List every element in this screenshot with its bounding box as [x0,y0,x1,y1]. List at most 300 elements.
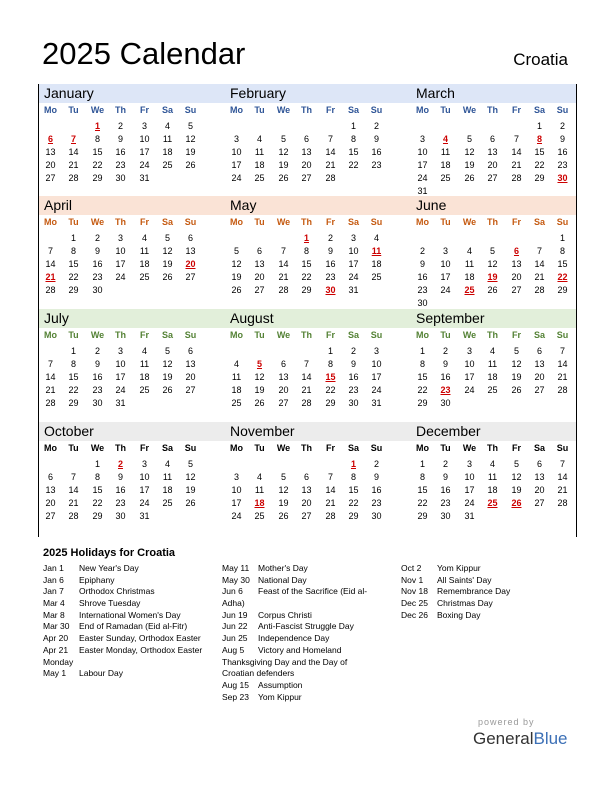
day-cell: 20 [254,272,265,282]
day-cell: 9 [442,359,448,369]
weekday-label: Fr [326,217,335,227]
day-cell: 3 [117,346,123,356]
month-may [225,196,404,308]
day-cell: 25 [162,498,173,508]
weekday-label: Su [184,443,197,453]
day-cell: 28 [68,173,79,183]
weekday-label: Sa [161,330,173,340]
day-cell: 7 [70,472,76,482]
day-cell: 30 [371,511,382,521]
day-cell: 27 [301,511,312,521]
day-cell: 16 [115,147,126,157]
day-cell: 10 [440,259,451,269]
day-cell: 6 [187,346,193,356]
day-cell: 24 [371,385,382,395]
day-cell: 1 [94,459,100,469]
weekday-label: Th [301,443,312,453]
day-cell: 25 [162,160,173,170]
day-cell: 17 [231,498,242,508]
day-cell: 13 [278,372,289,382]
day-cell: 12 [162,359,173,369]
day-cell: 8 [70,359,76,369]
day-cell: 19 [162,259,173,269]
day-cell: 1 [350,459,356,469]
weekday-label: Sa [161,217,173,227]
day-cell: 9 [373,472,379,482]
day-cell: 6 [303,134,309,144]
day-cell: 24 [139,498,150,508]
weekday-label: Fr [140,443,149,453]
day-cell: 20 [45,498,56,508]
day-cell: 7 [513,134,519,144]
weekday-label: Sa [161,105,173,115]
day-cell: 13 [45,485,56,495]
day-cell: 29 [417,511,428,521]
day-cell: 23 [348,385,359,395]
day-cell: 2 [117,459,123,469]
holiday-item [222,586,397,598]
weekday-label: Fr [512,105,521,115]
weekday-label: Su [370,443,383,453]
day-cell: 2 [327,233,333,243]
day-cell: 17 [139,485,150,495]
weekday-label: Th [301,330,312,340]
day-cell: 2 [373,121,379,131]
day-cell: 17 [464,372,475,382]
holiday-name: International Women's Day [79,609,181,620]
holiday-item [43,633,218,645]
holiday-date: Dec 26 [401,609,428,620]
day-cell: 1 [94,121,100,131]
day-cell: 25 [139,272,150,282]
holiday-item [222,692,397,704]
day-cell: 7 [327,472,333,482]
day-cell: 27 [511,285,522,295]
day-cell: 6 [280,359,286,369]
day-cell: 21 [68,498,79,508]
day-cell: 29 [92,511,103,521]
day-cell: 14 [325,147,336,157]
day-cell: 21 [557,372,568,382]
day-cell: 22 [348,498,359,508]
day-cell: 1 [419,346,425,356]
weekday-label: Th [301,217,312,227]
day-cell: 16 [348,372,359,382]
holiday-item [222,657,397,669]
day-cell: 11 [162,472,173,482]
day-cell: 30 [115,511,126,521]
day-cell: 28 [45,285,56,295]
day-cell: 29 [68,398,79,408]
day-cell: 8 [94,134,100,144]
day-cell: 12 [278,485,289,495]
day-cell: 27 [534,498,545,508]
day-cell: 14 [68,485,79,495]
holiday-date: Aug 15 [222,679,249,690]
day-cell: 21 [325,498,336,508]
month-name: April [44,197,73,213]
day-cell: 14 [557,472,568,482]
day-cell: 11 [231,372,242,382]
day-cell: 23 [440,498,451,508]
day-cell: 11 [464,259,475,269]
day-cell: 8 [350,134,356,144]
day-cell: 5 [489,246,495,256]
day-cell: 8 [94,472,100,482]
day-cell: 4 [164,121,170,131]
holiday-date: Apr 20 [43,633,69,644]
holiday-name: Croatian defenders [222,668,295,679]
holiday-date: Jun 19 [222,609,248,620]
day-cell: 22 [348,160,359,170]
day-cell: 27 [185,385,196,395]
day-cell: 19 [487,272,498,282]
weekday-label: Sa [347,330,359,340]
day-cell: 13 [511,259,522,269]
day-cell: 6 [489,134,495,144]
weekday-label: Th [487,217,498,227]
day-cell: 20 [301,498,312,508]
day-cell: 31 [348,285,359,295]
day-cell: 11 [440,147,451,157]
day-cell: 10 [464,472,475,482]
day-cell: 30 [440,398,451,408]
day-cell: 17 [115,372,126,382]
holiday-date: Jan 1 [43,563,64,573]
day-cell: 22 [417,498,428,508]
day-cell: 31 [464,511,475,521]
holiday-date: May 30 [222,574,250,585]
day-cell: 3 [141,459,147,469]
holiday-name: Easter Monday, Orthodox Easter [79,644,203,655]
weekday-label: We [90,105,105,115]
day-cell: 5 [256,359,262,369]
holiday-name: Monday [43,656,74,667]
day-cell: 27 [534,385,545,395]
day-cell: 30 [417,298,428,308]
day-cell: 13 [487,147,498,157]
day-cell: 23 [92,272,103,282]
day-cell: 15 [92,147,103,157]
day-cell: 18 [139,259,150,269]
day-cell: 30 [557,173,568,183]
weekday-label: Su [184,105,197,115]
day-cell: 30 [92,285,103,295]
day-cell: 21 [45,385,56,395]
day-cell: 21 [301,385,312,395]
holiday-date: Jun 6 [222,586,243,597]
day-cell: 5 [164,346,170,356]
holidays-heading: 2025 Holidays for Croatia [43,547,176,559]
day-cell: 12 [185,472,196,482]
day-cell: 13 [254,259,265,269]
holiday-item [401,610,576,622]
holiday-column [222,563,397,703]
month-name: August [230,310,274,326]
holiday-column [401,563,576,621]
weekday-label: We [276,105,291,115]
holiday-date: Mar 8 [43,609,65,620]
day-cell: 15 [68,372,79,382]
day-cell: 12 [162,246,173,256]
day-cell: 3 [350,233,356,243]
day-cell: 1 [70,233,76,243]
day-cell: 1 [419,459,425,469]
day-cell: 29 [557,285,568,295]
holiday-name: Christmas Day [437,598,493,609]
day-cell: 24 [417,173,428,183]
day-cell: 10 [417,147,428,157]
month-name: February [230,85,287,101]
month-june [411,196,590,308]
day-cell: 18 [464,272,475,282]
day-cell: 21 [278,272,289,282]
holiday-name: New Year's Day [79,563,139,573]
day-cell: 10 [231,147,242,157]
day-cell: 18 [254,498,265,508]
day-cell: 26 [162,272,173,282]
day-cell: 9 [559,134,565,144]
weekday-label: Sa [533,443,545,453]
day-cell: 29 [301,285,312,295]
holiday-date: May 11 [222,563,250,573]
day-cell: 24 [231,173,242,183]
holiday-item [43,657,218,669]
day-cell: 17 [371,372,382,382]
day-cell: 3 [466,346,472,356]
day-cell: 28 [301,398,312,408]
holiday-date: Oct 2 [401,563,422,573]
day-cell: 1 [327,346,333,356]
day-cell: 5 [233,246,239,256]
day-cell: 22 [92,498,103,508]
holiday-item [401,586,576,598]
day-cell: 23 [557,160,568,170]
day-cell: 6 [536,459,542,469]
holiday-item [222,633,397,645]
day-cell: 25 [487,498,498,508]
day-cell: 7 [559,346,565,356]
day-cell: 22 [417,385,428,395]
month-july [39,309,218,421]
weekday-label: Tu [254,443,265,453]
holiday-item [43,645,218,657]
day-cell: 2 [442,346,448,356]
holiday-name: Independence Day [258,633,330,644]
day-cell: 9 [350,359,356,369]
day-cell: 1 [70,346,76,356]
weekday-label: Th [487,443,498,453]
day-cell: 28 [68,511,79,521]
day-cell: 13 [45,147,56,157]
holiday-item [222,680,397,692]
holiday-item [43,610,218,622]
day-cell: 16 [371,485,382,495]
day-cell: 24 [440,285,451,295]
day-cell: 16 [92,372,103,382]
weekday-label: Su [556,443,569,453]
weekday-label: Mo [44,330,57,340]
weekday-label: Sa [533,330,545,340]
weekday-label: Su [370,105,383,115]
holiday-item [43,586,218,598]
holiday-name: Feast of the Sacrifice (Eid al- [258,586,368,597]
day-cell: 20 [185,259,196,269]
holiday-item [43,621,218,633]
day-cell: 5 [466,134,472,144]
day-cell: 20 [278,385,289,395]
day-cell: 25 [487,385,498,395]
day-cell: 10 [139,134,150,144]
day-cell: 17 [139,147,150,157]
month-name: May [230,197,257,213]
holiday-date: Dec 25 [401,598,428,609]
day-cell: 15 [534,147,545,157]
weekday-label: Sa [161,443,173,453]
holiday-date: Jan 7 [43,586,64,597]
day-cell: 3 [117,233,123,243]
day-cell: 24 [464,385,475,395]
day-cell: 19 [254,385,265,395]
day-cell: 6 [303,472,309,482]
month-march [411,84,590,196]
day-cell: 16 [325,259,336,269]
day-cell: 3 [466,459,472,469]
month-name: September [416,310,485,326]
holiday-item [401,575,576,587]
month-name: October [44,423,94,439]
day-cell: 4 [442,134,448,144]
holiday-item [222,668,397,680]
weekday-label: Th [487,330,498,340]
day-cell: 12 [254,372,265,382]
holiday-item [222,575,397,587]
weekday-label: Fr [512,330,521,340]
holiday-name: Yom Kippur [437,563,481,573]
holiday-item [43,575,218,587]
month-name: March [416,85,455,101]
holiday-date: Jun 25 [222,633,248,644]
day-cell: 4 [141,346,147,356]
day-cell: 8 [559,246,565,256]
holiday-date: Aug 5 [222,644,245,655]
day-cell: 15 [417,485,428,495]
day-cell: 17 [464,485,475,495]
day-cell: 8 [350,472,356,482]
day-cell: 19 [464,160,475,170]
holiday-date: Apr 21 [43,644,69,655]
holiday-column [43,563,218,680]
weekday-label: Su [184,330,197,340]
day-cell: 13 [301,147,312,157]
day-cell: 25 [254,511,265,521]
weekday-label: Sa [533,217,545,227]
day-cell: 13 [534,472,545,482]
day-cell: 26 [464,173,475,183]
day-cell: 9 [94,246,100,256]
day-cell: 28 [534,285,545,295]
weekday-label: Th [301,105,312,115]
month-january [39,84,218,196]
day-cell: 14 [278,259,289,269]
day-cell: 11 [162,134,173,144]
day-cell: 26 [185,160,196,170]
day-cell: 16 [417,272,428,282]
day-cell: 22 [557,272,568,282]
day-cell: 18 [162,485,173,495]
day-cell: 2 [442,459,448,469]
day-cell: 8 [536,134,542,144]
day-cell: 31 [139,173,150,183]
day-cell: 19 [511,485,522,495]
day-cell: 3 [373,346,379,356]
day-cell: 7 [280,246,286,256]
day-cell: 26 [487,285,498,295]
day-cell: 7 [47,359,53,369]
day-cell: 22 [92,160,103,170]
weekday-label: Th [115,105,126,115]
day-cell: 10 [371,359,382,369]
holiday-name: End of Ramadan (Eid al-Fitr) [79,621,188,632]
day-cell: 4 [489,346,495,356]
day-cell: 3 [442,246,448,256]
day-cell: 26 [231,285,242,295]
weekday-label: Th [115,217,126,227]
month-name: June [416,197,447,213]
day-cell: 19 [185,147,196,157]
day-cell: 30 [325,285,336,295]
brand-blue: Blue [533,729,568,748]
day-cell: 7 [536,246,542,256]
day-cell: 23 [325,272,336,282]
day-cell: 28 [557,498,568,508]
weekday-label: Fr [512,443,521,453]
day-cell: 26 [185,498,196,508]
holiday-name: National Day [258,574,307,585]
day-cell: 20 [45,160,56,170]
weekday-label: We [90,443,105,453]
day-cell: 3 [233,134,239,144]
weekday-label: Sa [347,105,359,115]
day-cell: 25 [440,173,451,183]
month-september [411,309,590,421]
holiday-name: Adha) [222,598,245,609]
weekday-label: Fr [326,330,335,340]
holiday-name: Epiphany [79,574,115,585]
holiday-date: Mar 4 [43,598,65,609]
weekday-label: Tu [68,443,79,453]
day-cell: 23 [115,498,126,508]
generalblue-logo[interactable] [473,729,568,749]
day-cell: 2 [94,233,100,243]
day-cell: 31 [139,511,150,521]
weekday-label: Th [115,443,126,453]
holiday-date: Jan 6 [43,574,64,585]
day-cell: 9 [442,472,448,482]
day-cell: 7 [327,134,333,144]
day-cell: 29 [68,285,79,295]
weekday-label: We [462,443,477,453]
day-cell: 5 [164,233,170,243]
day-cell: 3 [233,472,239,482]
day-cell: 9 [94,359,100,369]
day-cell: 4 [489,459,495,469]
day-cell: 30 [440,511,451,521]
day-cell: 26 [162,385,173,395]
day-cell: 9 [373,134,379,144]
month-october [39,422,218,534]
quarter-row [39,422,576,534]
